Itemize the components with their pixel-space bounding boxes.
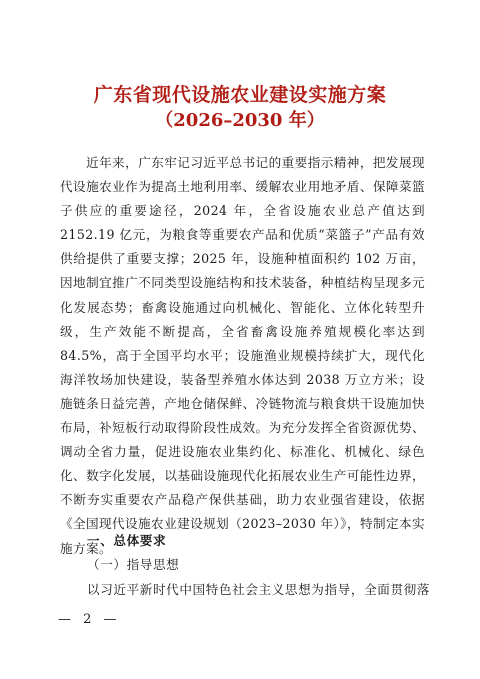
subsection-heading-guiding-ideology: （一）指导思想	[87, 557, 180, 572]
guiding-paragraph: 以习近平新时代中国特色社会主义思想为指导，全面贯彻落	[87, 582, 431, 597]
intro-paragraph-text: 近年来，广东牢记习近平总书记的重要指示精神，把发展现代设施农业作为提高土地利用率、缓解农业用地矛盾、保障菜篮子供应的重要途径，2024 年，全省设施农业总产值达到 2152.19 亿元，为粮食等重要农产品和优质“菜篮子”产品有效供给提供了重要支撑；2025 年，设施种植面积约 102 万亩，因地制宜推广不同类型设施结构和技术装备，种植结构呈现多元化发展态势；畜禽设施通过向机械化、智能化、立体化转型升级，生产效能不断提高，全省畜禽设施养殖规模化率达到 84.5%，高于全国平均水平；设施渔业规模持续扩大，现代化海洋牧场加快建设，装备型养殖水体达到 2038 万立方米；设施链条日益完善，产地仓储保鲜、冷链物流与粮食烘干设施加快布局，补短板行动取得阶段性成效。为充分发挥全省资源优势、调动全省力量，促进设施农业集约化、标准化、机械化、绿色化、数字化发展，以基础设施现代化拓展农业生产可能性边界，不断夯实重要农产品稳产保供基础，助力农业强省建设，依据《全国现代设施农业建设规划（2023–2030 年）》，特制定本实施方案。	[60, 155, 425, 556]
page-number: — 2 —	[58, 612, 121, 627]
intro-paragraph	[60, 151, 425, 561]
document-title: 广东省现代设施农业建设实施方案	[93, 84, 387, 106]
section-heading-overall-requirements: 一、总体要求	[87, 533, 167, 548]
document-title-years: （2026–2030 年）	[155, 110, 325, 131]
